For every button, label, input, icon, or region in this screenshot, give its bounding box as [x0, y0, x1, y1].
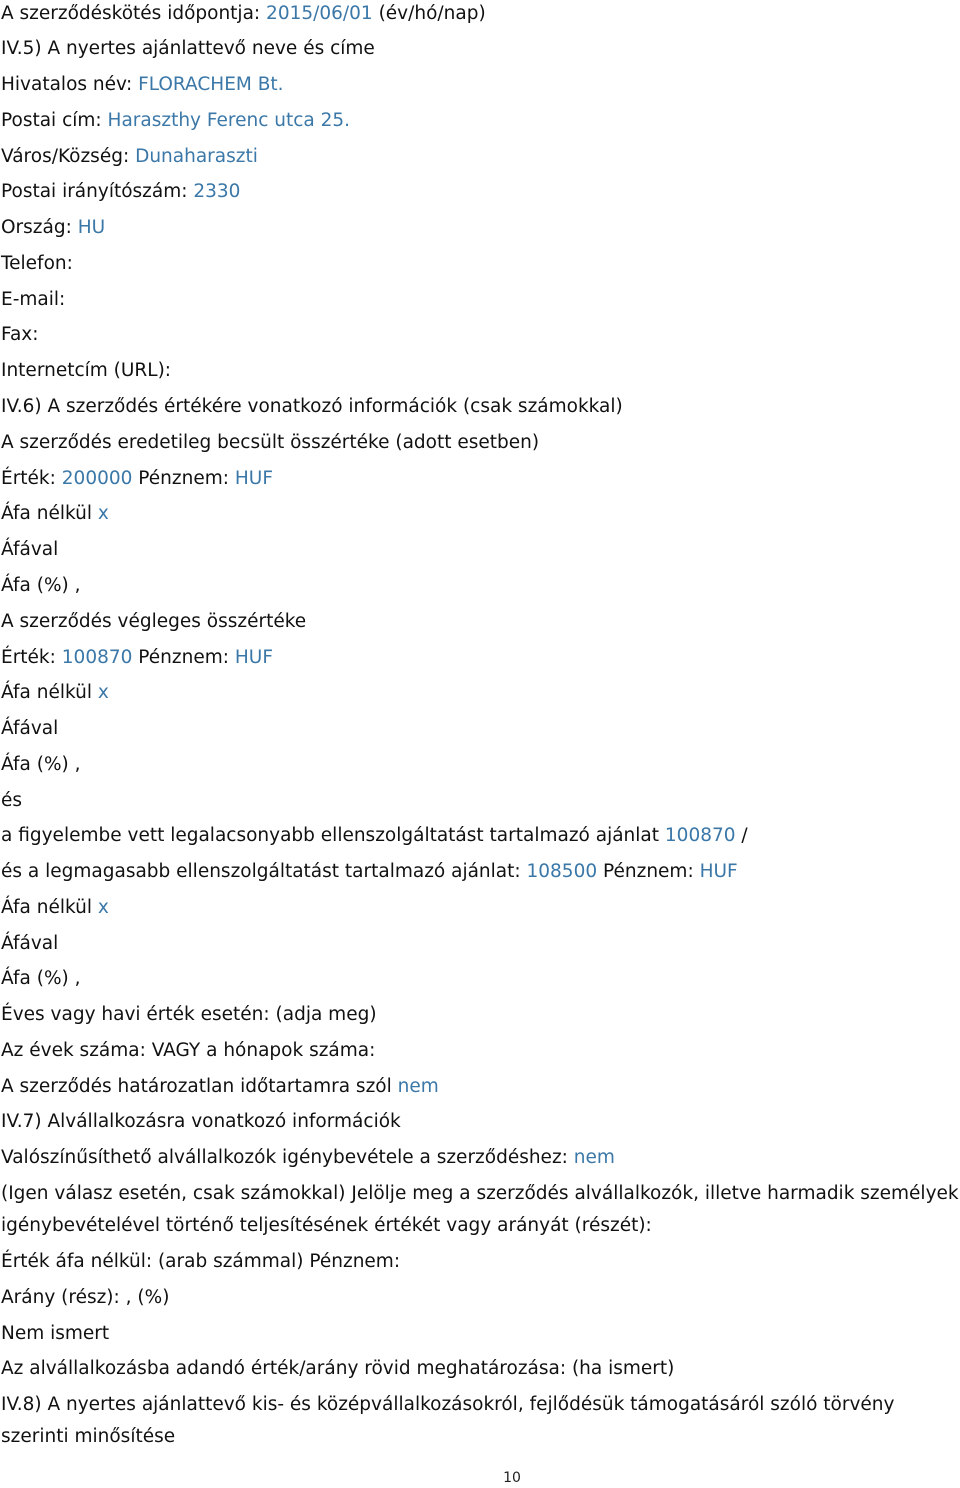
lowest-offer-line — [1, 824, 748, 848]
highest-offer-label: és a legmagasabb ellenszolgáltatást tartalmazó ajánlat: — [1, 861, 521, 882]
postal-code-value: 2330 — [193, 181, 241, 202]
official-name-label: Hivatalos név: — [1, 74, 133, 95]
estimated-vat-pct-label: Áfa (%) , — [1, 575, 81, 596]
city-label: Város/Község: — [1, 146, 130, 167]
subcontract-likely-line — [1, 1146, 615, 1170]
section-4-5-heading: IV.5) A nyertes ajánlattevő neve és címe — [1, 38, 375, 59]
final-no-vat-mark: x — [97, 682, 109, 703]
highest-offer-value: 108500 — [526, 861, 598, 882]
final-no-vat-line — [1, 681, 109, 705]
subcontract-likely-value: nem — [573, 1147, 615, 1168]
estimated-no-vat-mark: x — [97, 503, 109, 524]
subcontract-value-text: Érték áfa nélkül: (arab számmal) Pénznem: — [1, 1251, 401, 1272]
postal-address-value: Haraszthy Ferenc utca 25. — [107, 110, 351, 131]
final-value-line — [1, 646, 273, 670]
postal-code-label: Postai irányítószám: — [1, 181, 188, 202]
final-value: 100870 — [61, 647, 133, 668]
conjunction-text: és — [1, 790, 23, 811]
estimated-with-vat-label: Áfával — [1, 539, 59, 560]
fax-label: Fax: — [1, 324, 39, 345]
subcontract-likely-label: Valószínűsíthető alvállalkozók igénybevétele a szerződéshez: — [1, 1147, 568, 1168]
estimated-no-vat-line — [1, 502, 109, 526]
postal-code-line — [1, 180, 240, 204]
section-4-8-heading: IV.8) A nyertes ajánlattevő kis- és középvállalkozásokról, fejlődésük támogatásáról szóló törvény szerinti minősítése — [1, 1394, 895, 1447]
range-no-vat-mark: x — [97, 897, 109, 918]
country-label: Ország: — [1, 217, 72, 238]
phone-label: Telefon: — [1, 253, 73, 274]
email-label: E-mail: — [1, 289, 66, 310]
annual-value-text: Éves vagy havi érték esetén: (adja meg) — [1, 1004, 377, 1025]
section-4-7-heading: IV.7) Alvállalkozásra vonatkozó információk — [1, 1111, 401, 1132]
official-name-value: FLORACHEM Bt. — [138, 74, 284, 95]
final-value-label: Érték: — [1, 647, 56, 668]
indefinite-term-value: nem — [397, 1076, 439, 1097]
contract-date-value: 2015/06/01 — [266, 3, 373, 24]
contract-date-line — [1, 2, 486, 26]
indefinite-term-label: A szerződés határozatlan időtartamra szól — [1, 1076, 392, 1097]
lowest-offer-label: a figyelembe vett legalacsonyabb ellenszolgáltatást tartalmazó ajánlat — [1, 825, 660, 846]
city-value: Dunaharaszti — [135, 146, 258, 167]
contract-date-suffix: (év/hó/nap) — [378, 3, 486, 24]
final-vat-pct-label: Áfa (%) , — [1, 754, 81, 775]
lowest-offer-value: 100870 — [664, 825, 736, 846]
range-slash: / — [741, 825, 748, 846]
estimated-value: 200000 — [61, 468, 133, 489]
country-line — [1, 216, 105, 240]
range-no-vat-line — [1, 896, 109, 920]
estimated-currency: HUF — [234, 468, 273, 489]
estimated-currency-label: Pénznem: — [138, 468, 229, 489]
years-months-text: Az évek száma: VAGY a hónapok száma: — [1, 1040, 376, 1061]
official-name-line — [1, 73, 284, 97]
final-no-vat-label: Áfa nélkül — [1, 682, 92, 703]
url-label: Internetcím (URL): — [1, 360, 172, 381]
estimated-value-label: Érték: — [1, 468, 56, 489]
subcontract-if-yes-text: (Igen válasz esetén, csak számokkal) Jelölje meg a szerződés alvállalkozók, illetve harmadik személyek igénybevételével történő teljesítésének értékét vagy arányát (részét): — [1, 1183, 959, 1236]
estimated-value-line — [1, 467, 273, 491]
city-line — [1, 145, 258, 169]
country-value: HU — [77, 217, 106, 238]
final-with-vat-label: Áfával — [1, 718, 59, 739]
range-no-vat-label: Áfa nélkül — [1, 897, 92, 918]
postal-address-line — [1, 109, 350, 133]
final-total-heading: A szerződés végleges összértéke — [1, 611, 307, 632]
final-currency-label: Pénznem: — [138, 647, 229, 668]
estimated-total-heading: A szerződés eredetileg becsült összértéke (adott esetben) — [1, 432, 540, 453]
subcontract-short-desc-text: Az alvállalkozásba adandó érték/arány rövid meghatározása: (ha ismert) — [1, 1358, 675, 1379]
subcontract-unknown-text: Nem ismert — [1, 1323, 110, 1344]
postal-address-label: Postai cím: — [1, 110, 102, 131]
final-currency: HUF — [234, 647, 273, 668]
page-number: 10 — [503, 1470, 521, 1486]
highest-offer-line — [1, 860, 738, 884]
subcontract-ratio-text: Arány (rész): , (%) — [1, 1287, 170, 1308]
range-currency: HUF — [699, 861, 738, 882]
contract-date-label: A szerződéskötés időpontja: — [1, 3, 261, 24]
indefinite-term-line — [1, 1075, 439, 1099]
range-vat-pct-label: Áfa (%) , — [1, 968, 81, 989]
range-currency-label: Pénznem: — [603, 861, 694, 882]
range-with-vat-label: Áfával — [1, 933, 59, 954]
section-4-6-heading: IV.6) A szerződés értékére vonatkozó információk (csak számokkal) — [1, 396, 623, 417]
estimated-no-vat-label: Áfa nélkül — [1, 503, 92, 524]
